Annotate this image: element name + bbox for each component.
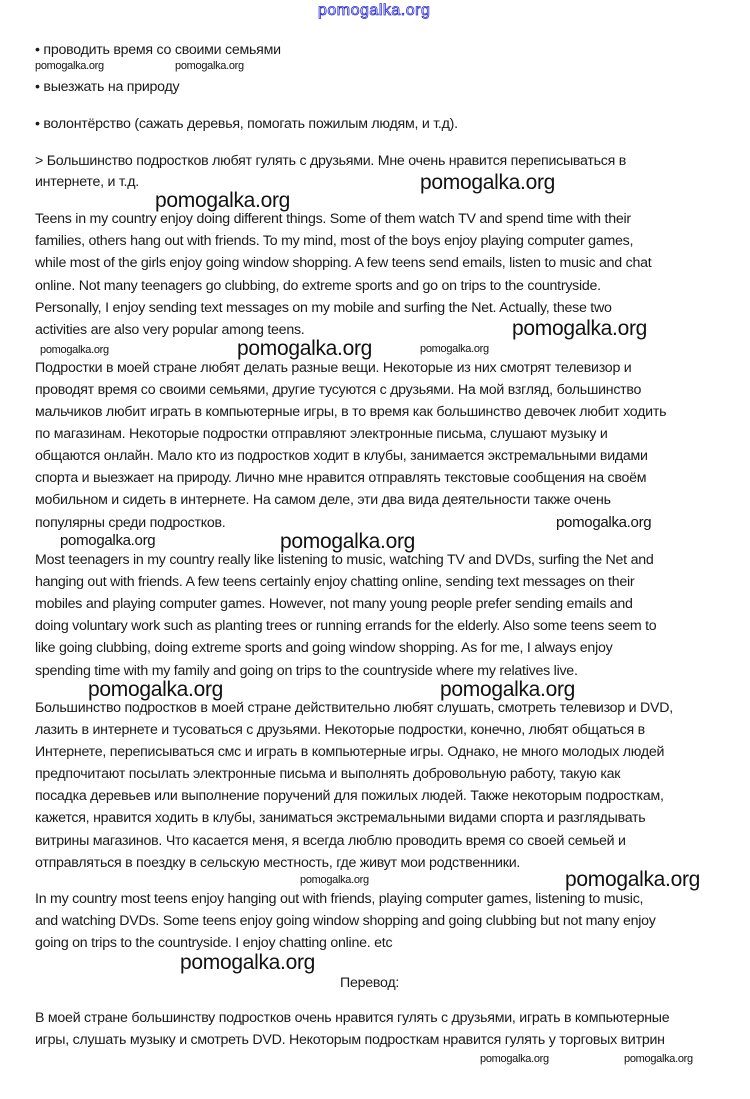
russian3-line: игры, слушать музыку и смотреть DVD. Некоторым подросткам нравится гулять у торговых витрин — [35, 1032, 665, 1048]
intro-line: интернете, и т.д. — [35, 174, 139, 190]
russian1-line: по магазинам. Некоторые подростки отправляют электронные письма, слушают музыку и — [35, 426, 608, 442]
watermark: pomogalka.org — [440, 678, 576, 701]
russian2-line: Большинство подростков в моей стране действительно любят слушать, смотреть телевизор и DVD, — [35, 700, 673, 716]
russian2-line: кажется, нравится ходить в клубы, заниматься экстремальными видами спорта и разглядывать — [35, 810, 646, 826]
english2-line: Most teenagers in my country really like listening to music, watching TV and DVDs, surfing the Net and — [35, 552, 654, 568]
english2-line: like going clubbing, doing extreme sports and going window shopping. As for me, I always enjoy — [35, 640, 613, 656]
english2-line: doing voluntary work such as planting trees or running errands for the elderly. Also some teens seem to — [35, 618, 657, 634]
english2-line: mobiles and playing computer games. However, not many young people prefer sending emails and — [35, 596, 633, 612]
watermark: pomogalka.org — [624, 1053, 693, 1065]
english3-line: going on trips to the countryside. I enjoy chatting online. etc — [35, 935, 393, 951]
english3-line: and watching DVDs. Some teens enjoy going window shopping and going clubbing but not many enjoy — [35, 913, 656, 929]
watermark: pomogalka.org — [300, 874, 369, 886]
watermark: pomogalka.org — [88, 678, 224, 701]
watermark: pomogalka.org — [180, 951, 316, 974]
russian1-line: мобильном и сидеть в интернете. На самом деле, эти два вида деятельности также очень — [35, 492, 611, 508]
watermark: pomogalka.org — [420, 171, 556, 194]
russian2-line: предпочитают посылать электронные письма и выполнять добровольную работу, такую как — [35, 766, 621, 782]
watermark: pomogalka.org — [60, 532, 156, 549]
english2-line: spending time with my family and going on trips to the countryside where my relatives live. — [35, 663, 578, 679]
russian1-line: спорта и выезжает на природу. Лично мне нравится отправлять текстовые сообщения на своём — [35, 470, 647, 486]
english1-line: online. Not many teenagers go clubbing, do extreme sports and go on trips to the countryside. — [35, 278, 601, 294]
watermark: pomogalka.org — [280, 530, 416, 553]
english2-line: hanging out with friends. A few teens certainly enjoy chatting online, sending text messages on their — [35, 574, 635, 590]
bullets-line: • проводить время со своими семьями — [35, 42, 281, 58]
intro-line: > Большинство подростков любят гулять с друзьями. Мне очень нравится переписываться в — [35, 153, 627, 169]
watermark: pomogalka.org — [40, 344, 109, 356]
russian1-line: популярны среди подростков. — [35, 515, 226, 531]
watermark: pomogalka.org — [175, 60, 244, 72]
header-watermark[interactable]: pomogalka.org — [318, 2, 431, 19]
russian1-line: общаются онлайн. Мало кто из подростков ходит в клубы, занимается экстремальными видами — [35, 448, 648, 464]
watermark: pomogalka.org — [35, 60, 104, 72]
russian2-line: посадка деревьев или выполнение поручений для пожилых людей. Также некоторым подросткам, — [35, 788, 664, 804]
russian2-line: отправляться в поездку в сельскую местность, где живут мои родственники. — [35, 855, 521, 871]
bullets-line: • волонтёрство (сажать деревья, помогать пожилым людям, и т.д). — [35, 116, 458, 132]
watermark: pomogalka.org — [556, 514, 652, 531]
english1-line: Teens in my country enjoy doing different things. Some of them watch TV and spend time with their — [35, 211, 631, 227]
translation-label: Перевод: — [340, 975, 400, 991]
watermark: pomogalka.org — [480, 1053, 549, 1065]
watermark: pomogalka.org — [512, 317, 648, 340]
bullets-line: • выезжать на природу — [35, 79, 180, 95]
watermark: pomogalka.org — [237, 337, 373, 360]
watermark: pomogalka.org — [565, 868, 701, 891]
english1-line: families, others hang out with friends. To my mind, most of the boys enjoy playing computer games, — [35, 233, 634, 249]
russian3-line: В моей стране большинству подростков очень нравится гулять с друзьями, играть в компьютерные — [35, 1010, 670, 1026]
watermark: pomogalka.org — [420, 343, 489, 355]
english1-line: activities are also very popular among teens. — [35, 322, 305, 338]
english3-line: In my country most teens enjoy hanging out with friends, playing computer games, listening to music, — [35, 891, 644, 907]
watermark: pomogalka.org — [155, 189, 291, 212]
russian2-line: Интернете, переписываться смс и играть в компьютерные игры. Однако, не много молодых людей — [35, 744, 665, 760]
russian1-line: проводят время со своими семьями, другие тусуются с друзьями. На мой взгляд, большинство — [35, 382, 642, 398]
russian1-line: Подростки в моей стране любят делать разные вещи. Некоторые из них смотрят телевизор и — [35, 360, 632, 376]
russian2-line: лазить в интернете и тусоваться с друзьями. Некоторые подростки, конечно, любят общаться в — [35, 722, 645, 738]
russian2-line: витрины магазинов. Что касается меня, я всегда люблю проводить время со своей семьей и — [35, 833, 626, 849]
english1-line: while most of the girls enjoy going window shopping. A few teens send emails, listen to music and chat — [35, 255, 652, 271]
english1-line: Personally, I enjoy sending text messages on my mobile and surfing the Net. Actually, these two — [35, 300, 612, 316]
russian1-line: мальчиков любит играть в компьютерные игры, в то время как большинство девочек любит ходить — [35, 404, 667, 420]
